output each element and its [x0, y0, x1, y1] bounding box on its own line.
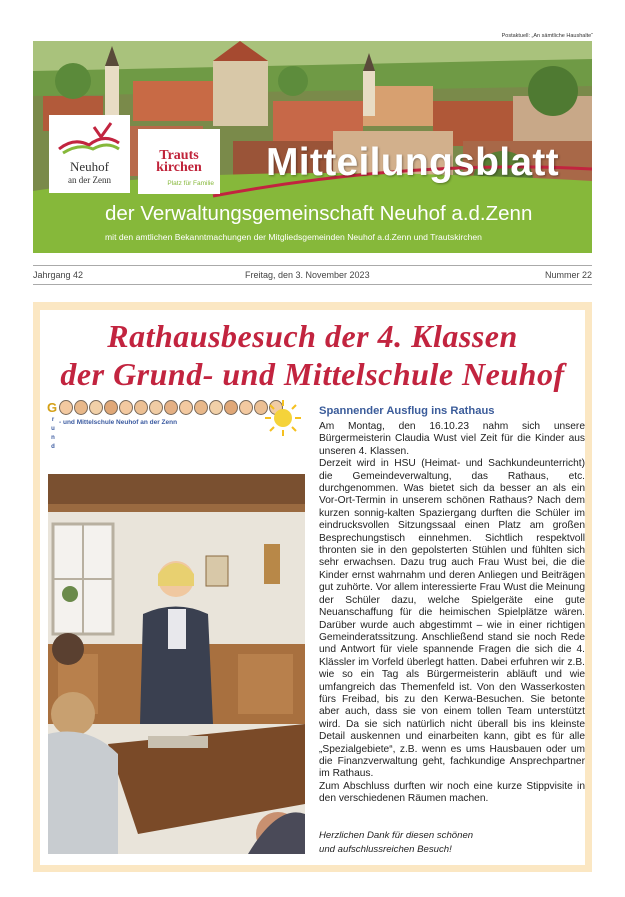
- child-face-icon: [149, 400, 163, 415]
- masthead-subtitle-2: mit den amtlichen Bekanntmachungen der Mitgliedsgemeinden Neuhof a.d.Zenn und Trautskirchen: [105, 232, 482, 242]
- neuhof-logo-sub: an der Zenn: [68, 175, 111, 185]
- classroom-photo: [48, 474, 305, 854]
- child-face-icon: [104, 400, 118, 415]
- school-logo-vertical-letter: n: [51, 435, 55, 441]
- rule-bottom: [33, 284, 592, 285]
- trautskirchen-logo-line1: Trauts: [159, 148, 199, 163]
- child-face-icon: [59, 400, 73, 415]
- school-logo-vertical: [49, 416, 57, 452]
- article-closing: [319, 829, 473, 856]
- closing-line-2: und aufschlussreichen Besuch!: [319, 843, 452, 855]
- issue-volume: Jahrgang 42: [33, 270, 84, 280]
- school-logo-vertical-letter: r: [51, 417, 55, 423]
- neuhof-logo: [49, 115, 130, 193]
- neuhof-hills-icon: [49, 119, 130, 159]
- child-face-icon: [119, 400, 133, 415]
- child-face-icon: [194, 400, 208, 415]
- child-face-icon: [209, 400, 223, 415]
- issue-date: Freitag, den 3. November 2023: [245, 270, 370, 280]
- article-paragraph: Am Montag, den 16.10.23 nahm sich unsere Bürgermeisterin Claudia Wust viel Zeit für die Kinder aus unseren 4. Klassen.: [319, 421, 585, 457]
- sun-icon: [263, 398, 303, 438]
- school-logo-letter: G: [47, 400, 58, 415]
- school-name: - und Mittelschule Neuhof an der Zenn: [59, 419, 178, 426]
- child-face-icon: [179, 400, 193, 415]
- child-face-icon: [239, 400, 253, 415]
- school-logo-vertical-letter: d: [51, 444, 55, 450]
- masthead-title: Mitteilungsblatt: [266, 141, 559, 184]
- postal-note: Postaktuell: „An sämtliche Haushalte“: [501, 33, 593, 39]
- closing-line-1: Herzlichen Dank für diesen schönen: [319, 830, 474, 841]
- article-paragraph: Zum Abschluss durften wir noch eine kurze Stippvisite in den verschiedenen Räumen machen.: [319, 780, 585, 805]
- school-logo-banner: [47, 400, 309, 462]
- child-face-icon: [164, 400, 178, 415]
- trautskirchen-logo-tagline: Platz für Familie: [167, 180, 214, 187]
- child-face-icon: [224, 400, 238, 415]
- child-face-icon: [74, 400, 88, 415]
- trautskirchen-logo-line2: kirchen: [156, 160, 202, 175]
- issue-number: Nummer 22: [544, 270, 592, 280]
- neuhof-logo-name: Neuhof: [70, 159, 109, 174]
- rule-top: [33, 265, 592, 266]
- child-face-icon: [89, 400, 103, 415]
- article-text: [319, 421, 585, 806]
- article-headline-1: Rathausbesuch der 4. Klassen: [107, 318, 518, 354]
- article-headline-2: der Grund- und Mittelschule Neuhof: [60, 356, 565, 392]
- article-paragraph: Derzeit wird in HSU (Heimat- und Sachkundeunterricht) die Gemeindeverwaltung, das Rathaus, etc. durchgenommen. Was bietet sich da besser an als ein Vor-Ort-Termin in unserem schönen Rathaus? Nach dem kurzen sonnig-kalten Spaziergang durften die Schüler im eindrucksvollen Sitzungssaal einen Platz am großen Besprechungstisch einnehmen. Sichtlich respektvoll thronten sie in den gepolsterten Stühlen und fühlten sich sehr erwachsen. Dazu trug auch Frau Wust bei, die die Kinder ernst wahrnahm und deren Anliegen und Beiträgen gut zuhörte. Vor allem interessierte Frau Wust die Meinung der Schüler dazu, welche Spielgeräte eine gute Neuanschaffung für die heimischen Spielplätze wären. Darüber wurde auch abgestimmt – wie in einer richtigen Gemeinderatssitzung. Anschließend stand sie noch Rede und Antwort für viele spannende Fragen die sich die 4. Klässler im Vorfeld überlegt hatten. Dabei erfuhren wir z.B. wie so ein Tag als Bürgermeisterin abläuft und wie umfangreich das Themenfeld ist. Von den Wasserkosten fürs Freibad, bis zu den Kerwa-Besuchen. Sie betonte aber auch, dass sie von einem tollen Team unterstützt wird. Da sie sich natürlich nicht überall bis ins kleinste Detail auskennen und einarbeiten kann, gibt es für alle „Spezialgebiete“, z.B. wenn es ums Hausbauen oder um die Finanzverwaltung geht, fachkundige Ansprechpartner im Rathaus.: [319, 458, 585, 780]
- article-subheading: Spannender Ausflug ins Rathaus: [319, 405, 495, 417]
- child-face-icon: [134, 400, 148, 415]
- school-logo-vertical-letter: u: [51, 426, 55, 432]
- masthead-subtitle: der Verwaltungsgemeinschaft Neuhof a.d.Zenn: [105, 202, 533, 225]
- trautskirchen-logo: [138, 129, 220, 194]
- children-faces-row: [59, 400, 283, 415]
